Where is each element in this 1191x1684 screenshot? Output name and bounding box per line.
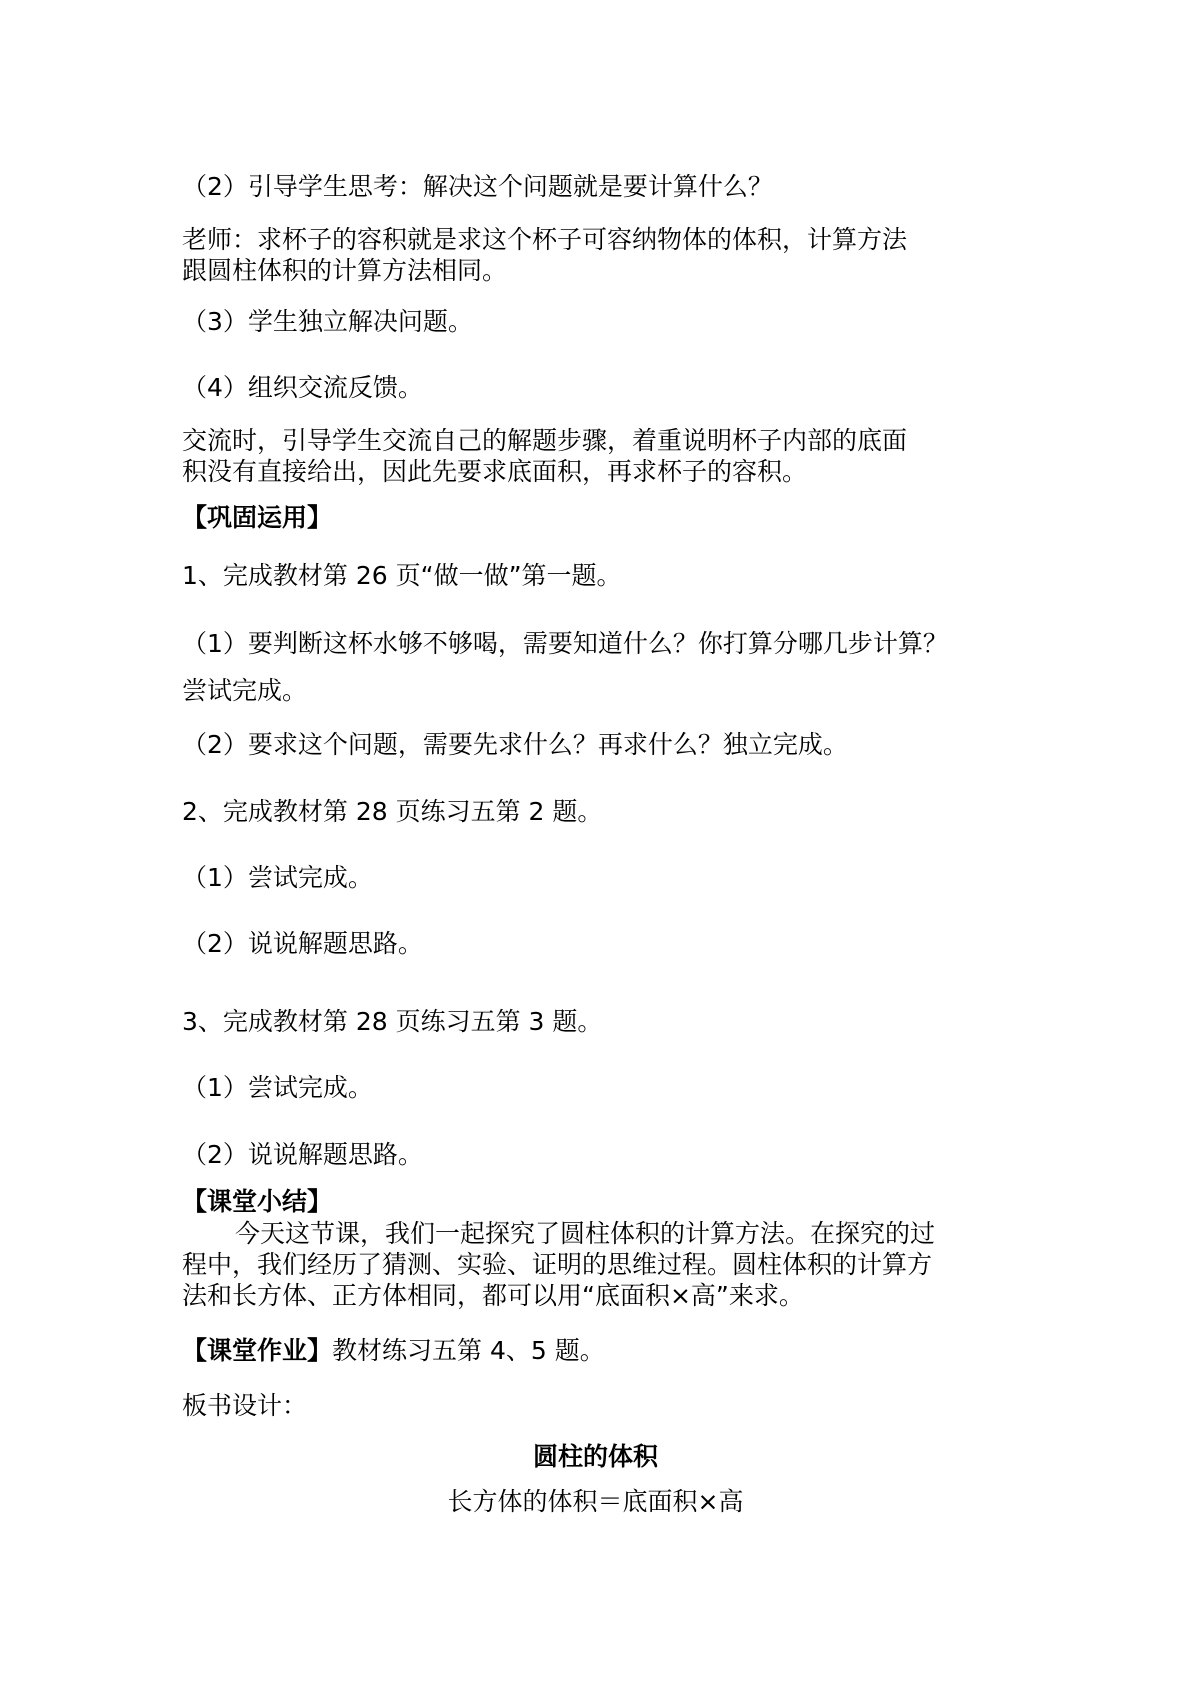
summary-line-3: 法和长方体、正方体相同，都可以用“底面积×高”来求。 (182, 1281, 804, 1310)
board-design-label: 板书设计： (182, 1391, 308, 1420)
exercise-2: 2、完成教材第 28 页练习五第 2 题。 (182, 797, 603, 826)
paragraph-teacher-line-1: 老师：求杯子的容积就是求这个杯子可容纳物体的体积，计算方法 (182, 225, 908, 254)
paragraph-exchange-line-2: 积没有直接给出，因此先要求底面积，再求杯子的容积。 (182, 457, 808, 486)
exercise-3-sub-2: （2）说说解题思路。 (182, 1140, 423, 1169)
paragraph-independent-solve: （3）学生独立解决问题。 (182, 307, 473, 336)
paragraph-guide-thinking: （2）引导学生思考：解决这个问题就是要计算什么？ (182, 172, 773, 201)
heading-homework: 【课堂作业】 (182, 1336, 333, 1365)
exercise-2-sub-1: （1）尝试完成。 (182, 863, 373, 892)
exercise-3-sub-1: （1）尝试完成。 (182, 1073, 373, 1102)
exercise-2-sub-2: （2）说说解题思路。 (182, 929, 423, 958)
heading-consolidate: 【巩固运用】 (182, 503, 333, 532)
exercise-1-sub-1-line-1: （1）要判断这杯水够不够喝，需要知道什么？你打算分哪几步计算？ (182, 629, 948, 658)
exercise-1: 1、完成教材第 26 页“做一做”第一题。 (182, 561, 622, 590)
paragraph-teacher-line-2: 跟圆柱体积的计算方法相同。 (182, 256, 508, 285)
paragraph-feedback: （4）组织交流反馈。 (182, 373, 423, 402)
exercise-1-sub-2: （2）要求这个问题，需要先求什么？再求什么？独立完成。 (182, 730, 848, 759)
summary-line-1: 今天这节课，我们一起探究了圆柱体积的计算方法。在探究的过 (235, 1219, 936, 1248)
heading-summary: 【课堂小结】 (182, 1187, 333, 1216)
exercise-3: 3、完成教材第 28 页练习五第 3 题。 (182, 1007, 603, 1036)
board-title: 圆柱的体积 (532, 1442, 658, 1471)
paragraph-exchange-line-1: 交流时，引导学生交流自己的解题步骤，着重说明杯子内部的底面 (182, 426, 908, 455)
homework-text: 教材练习五第 4、5 题。 (332, 1336, 605, 1365)
homework-line (182, 1335, 605, 1367)
summary-line-2: 程中，我们经历了猜测、实验、证明的思维过程。圆柱体积的计算方 (182, 1250, 933, 1279)
exercise-1-sub-1-line-2: 尝试完成。 (182, 676, 308, 705)
board-formula: 长方体的体积＝底面积×高 (447, 1487, 744, 1516)
